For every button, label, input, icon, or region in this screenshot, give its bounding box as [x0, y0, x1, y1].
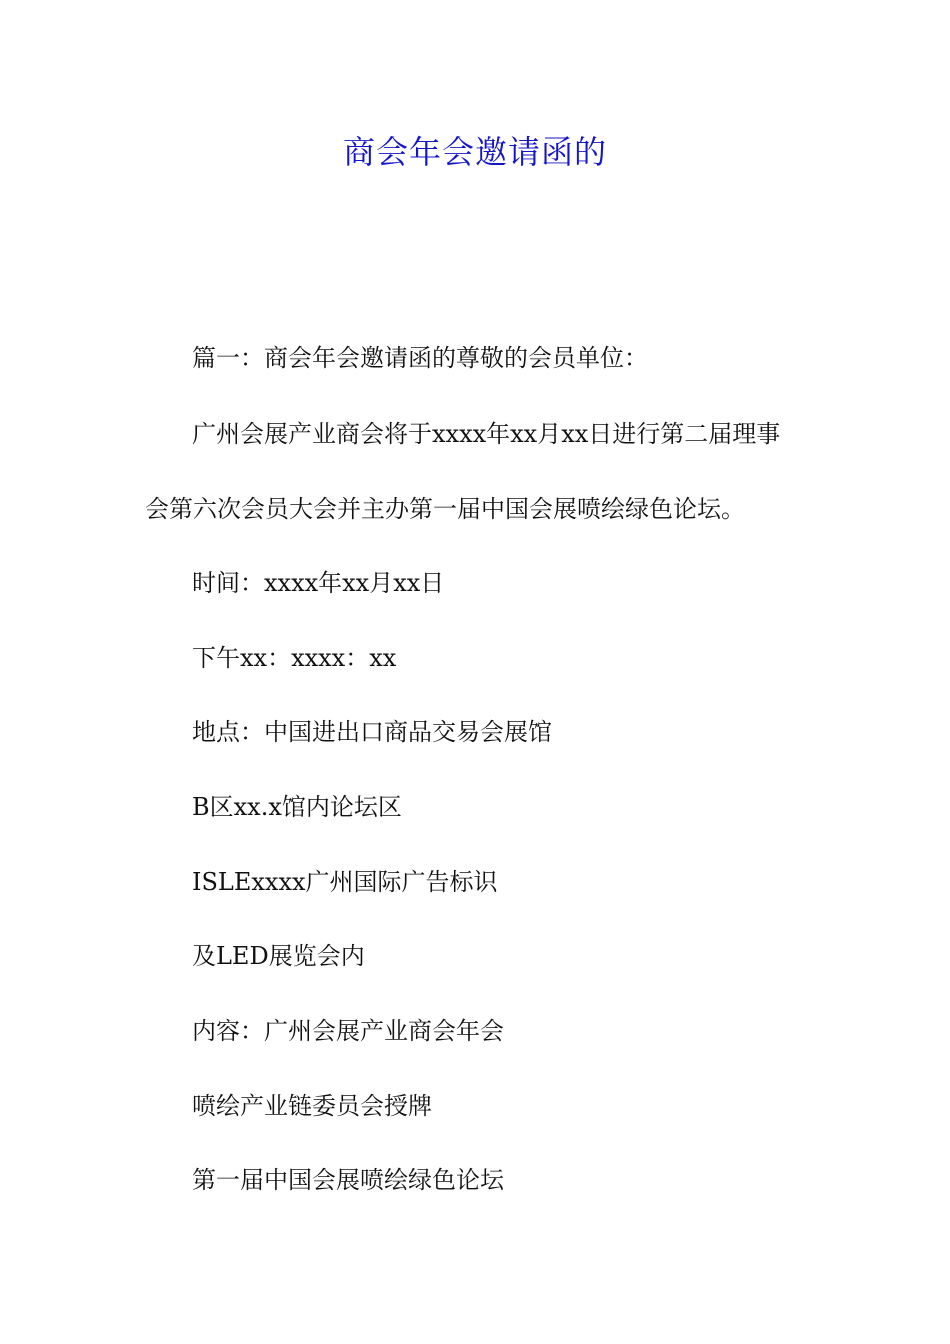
paragraph-line: 第一届中国会展喷绘绿色论坛 — [192, 1166, 504, 1194]
paragraph-line: B区xx.x馆内论坛区 — [192, 793, 402, 821]
paragraph-line: 广州会展产业商会将于xxxx年xx月xx日进行第二届理事 — [192, 420, 781, 448]
paragraph-line: 下午xx：xxxx：xx — [192, 644, 397, 672]
paragraph-line: ISLExxxx广州国际广告标识 — [192, 868, 498, 896]
paragraph-line: 地点：中国进出口商品交易会展馆 — [192, 718, 552, 746]
document-title: 商会年会邀请函的 — [342, 133, 607, 171]
paragraph-line: 会第六次会员大会并主办第一届中国会展喷绘绿色论坛。 — [145, 495, 745, 523]
paragraph-line: 时间：xxxx年xx月xx日 — [192, 569, 445, 597]
paragraph-line: 内容：广州会展产业商会年会 — [192, 1017, 504, 1045]
paragraph-line: 篇一：商会年会邀请函的尊敬的会员单位： — [192, 344, 648, 372]
paragraph-line: 及LED展览会内 — [192, 942, 365, 970]
paragraph-line: 喷绘产业链委员会授牌 — [192, 1092, 432, 1120]
